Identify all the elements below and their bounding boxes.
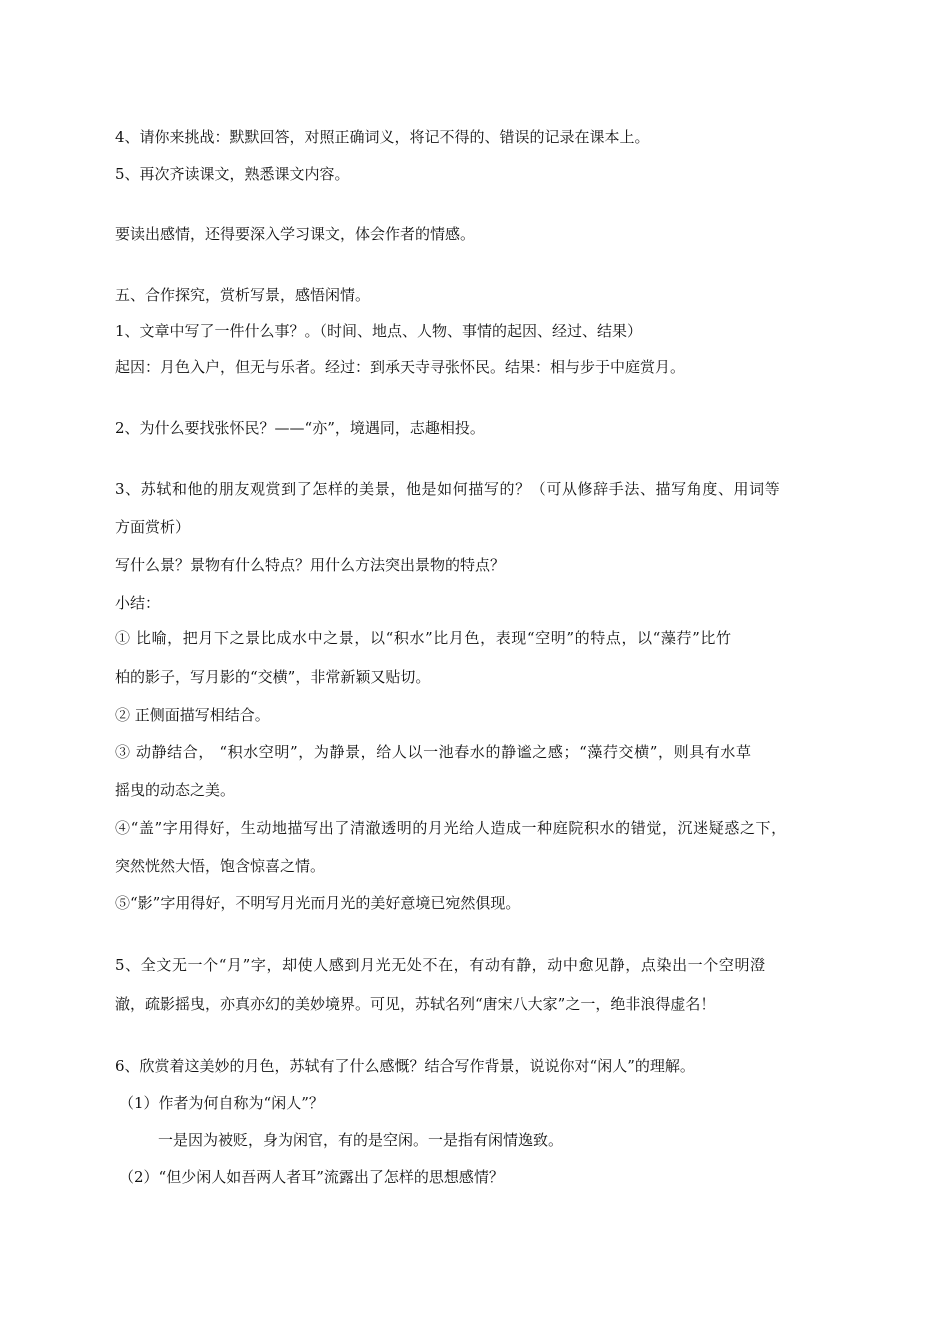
section-5-heading: 五、合作探究，赏析写景，感悟闲情。 (115, 286, 371, 304)
question-3-line-cont: 方面赏析） (115, 518, 191, 536)
summary-label: 小结： (115, 594, 161, 612)
sub-question-line: 写什么景？景物有什么特点？用什么方法突出景物的特点？ (115, 556, 506, 574)
summary-item-3: ③ 动静结合， “积水空明”，为静景，给人以一池春水的静谧之感；“藻荇交横”，则具有水草 (115, 743, 752, 761)
answer-1-line: 起因：月色入户，但无与乐者。经过：到承天寺寻张怀民。结果：相与步于中庭赏月。 (115, 358, 686, 376)
summary-item-4-cont: 突然恍然大悟，饱含惊喜之情。 (115, 857, 326, 875)
point-5-line-cont: 澈，疏影摇曳，亦真亦幻的美妙境界。可见，苏轼名列“唐宋八大家”之一，绝非浪得虚名！ (115, 995, 716, 1013)
summary-item-5: ⑤“影”字用得好，不明写月光而月光的美好意境已宛然俱现。 (115, 894, 521, 912)
question-1-line: 1、文章中写了一件什么事？。（时间、地点、人物、事情的起因、经过、结果） (115, 322, 643, 340)
question-6-sub-1: （1）作者为何自称为“闲人”？ (119, 1094, 324, 1112)
question-6-sub-2: （2）“但少闲人如吾两人者耳”流露出了怎样的思想感情？ (119, 1168, 504, 1186)
answer-6-sub-1: 一是因为被贬，身为闲官，有的是空闲。一是指有闲情逸致。 (158, 1131, 564, 1149)
summary-item-4: ④“盖”字用得好，生动地描写出了清澈透明的月光给人造成一种庭院积水的错觉，沉迷疑惑之下， (115, 819, 787, 837)
step-4-line: 4、请你来挑战：默默回答，对照正确词义，将记不得的、错误的记录在课本上。 (115, 128, 650, 146)
summary-item-3-cont: 摇曳的动态之美。 (115, 781, 236, 799)
question-2-line: 2、为什么要找张怀民？——“亦”，境遇同，志趣相投。 (115, 419, 485, 437)
point-5-line: 5、全文无一个“月”字，却使人感到月光无处不在，有动有静，动中愈见静，点染出一个空明澄 (115, 956, 766, 974)
step-5-line: 5、再次齐读课文，熟悉课文内容。 (115, 165, 350, 183)
summary-item-1: ① 比喻，把月下之景比成水中之景，以“积水”比月色，表现“空明”的特点，以“藻荇”比竹 (115, 629, 732, 647)
question-6-line: 6、欣赏着这美妙的月色，苏轼有了什么感慨？结合写作背景，说说你对“闲人”的理解。 (115, 1057, 695, 1075)
summary-item-1-cont: 柏的影子，写月影的“交横”，非常新颖又贴切。 (115, 668, 431, 686)
summary-item-2: ② 正侧面描写相结合。 (115, 706, 270, 724)
question-3-line: 3、苏轼和他的朋友观赏到了怎样的美景，他是如何描写的？（可从修辞手法、描写角度、用词等 (115, 480, 781, 498)
transition-line: 要读出感情，还得要深入学习课文，体会作者的情感。 (115, 225, 476, 243)
